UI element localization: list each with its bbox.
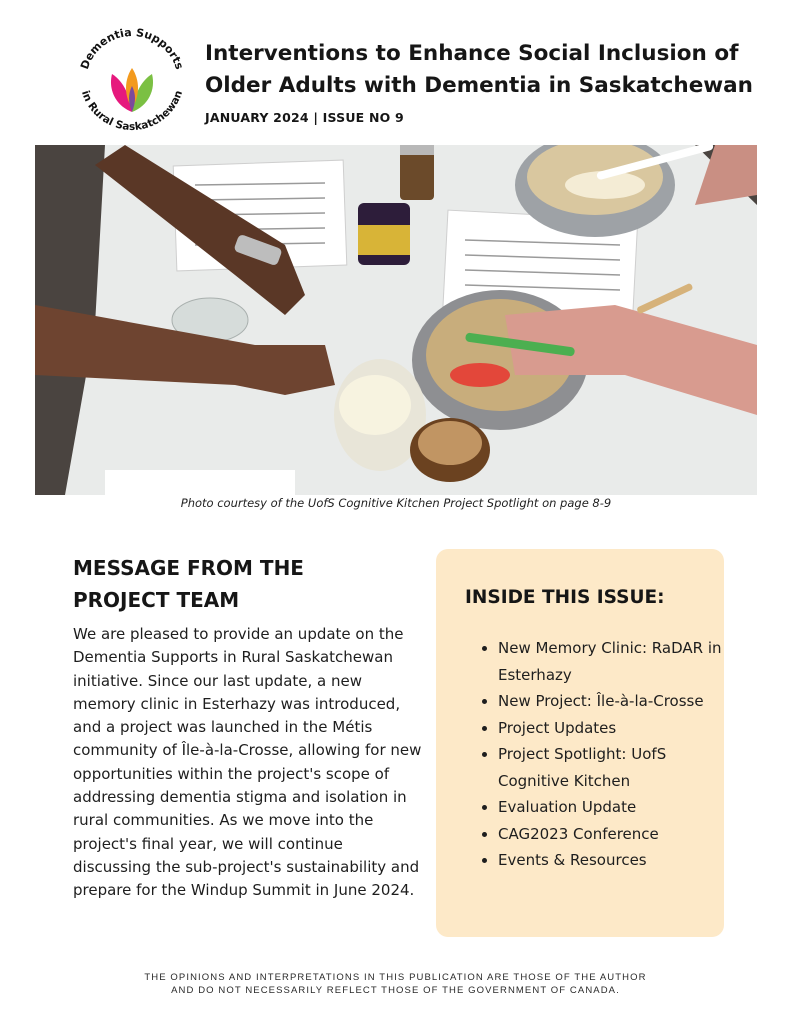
logo-top-text: Dementia Supports bbox=[78, 25, 186, 72]
message-heading-line-1: MESSAGE FROM THE bbox=[73, 556, 304, 580]
contents-item: • New Project: Île-à-la-Crosse bbox=[498, 688, 738, 715]
message-heading bbox=[73, 552, 393, 616]
inside-heading: INSIDE THIS ISSUE: bbox=[465, 587, 665, 608]
contents-item: • Project Spotlight: UofS Cognitive Kitchen bbox=[498, 741, 738, 794]
flower-icon bbox=[111, 68, 153, 112]
message-heading-line-2: PROJECT TEAM bbox=[73, 588, 240, 612]
disclaimer bbox=[60, 971, 731, 997]
photo-caption: Photo courtesy of the UofS Cognitive Kitchen Project Spotlight on page 8-9 bbox=[180, 496, 612, 510]
contents-item: • New Memory Clinic: RaDAR in Esterhazy bbox=[498, 635, 738, 688]
contents-item: • CAG2023 Conference bbox=[498, 821, 738, 848]
issue-date: JANUARY 2024 | ISSUE NO 9 bbox=[205, 110, 404, 125]
contents-list bbox=[474, 635, 738, 874]
logo-bottom-text: in Rural Saskatchewan bbox=[78, 88, 186, 134]
inside-this-issue-box bbox=[436, 549, 724, 937]
newsletter-title bbox=[205, 38, 765, 102]
title-line-2: Older Adults with Dementia in Saskatchewan bbox=[205, 73, 753, 98]
message-body: We are pleased to provide an update on the Dementia Supports in Rural Saskatchewan initiative. Since our last update, a new memory clinic in Esterhazy was introduced, and a project was launched in the Métis community of Île-à-la-Crosse, allowing for new opportunities within the project's scope of addressing dementia stigma and isolation in rural communities. As we move into the project's final year, we will continue discussing the sub-project's sustainability and prepare for the Windup Summit in June 2024. bbox=[73, 625, 422, 900]
logo bbox=[72, 20, 192, 140]
contents-item: • Evaluation Update bbox=[498, 794, 738, 821]
contents-item: • Project Updates bbox=[498, 715, 738, 742]
disclaimer-line-1: THE OPINIONS AND INTERPRETATIONS IN THIS PUBLICATION ARE THOSE OF THE AUTHOR bbox=[144, 972, 647, 983]
contents-item: • Events & Resources bbox=[498, 847, 738, 874]
disclaimer-line-2: AND DO NOT NECESSARILY REFLECT THOSE OF THE GOVERNMENT OF CANADA. bbox=[171, 985, 620, 996]
kitchen-photo bbox=[35, 145, 757, 495]
title-line-1: Interventions to Enhance Social Inclusion of bbox=[205, 41, 739, 66]
